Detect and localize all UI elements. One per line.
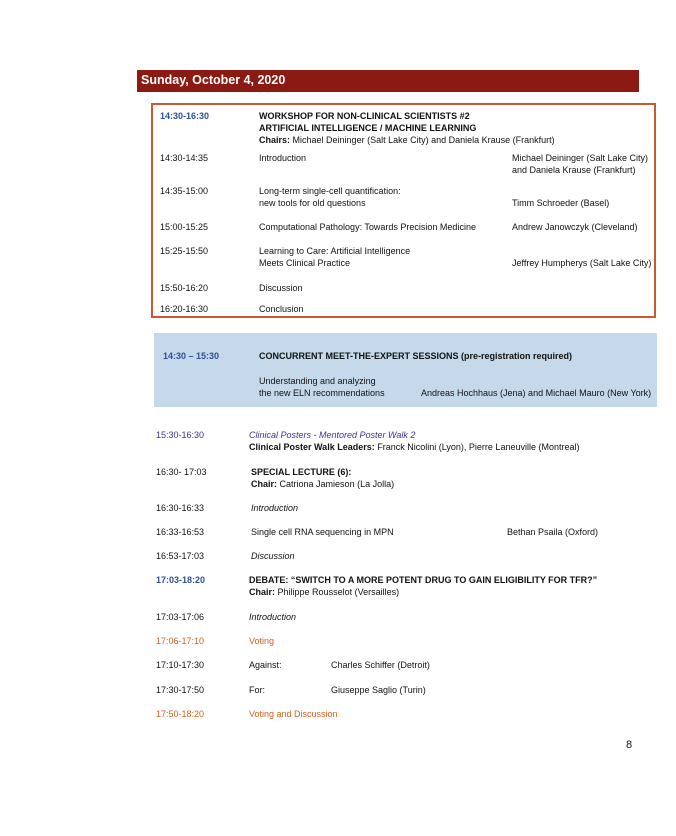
debate-item-time: 17:30-17:50 [156,685,205,695]
workshop-chairs [259,135,555,145]
lecture-item-title: Introduction [251,503,299,513]
workshop-item-time: 14:30-14:35 [160,153,209,163]
workshop-item-time: 16:20-16:30 [160,304,209,314]
lecture-item-time: 16:30-16:33 [156,503,205,513]
meet-topic: Understanding and analyzing [259,376,376,386]
workshop-item-title-2: Meets Clinical Practice [259,258,351,268]
workshop-item-speaker: Michael Deininger (Salt Lake City) [512,153,649,163]
workshop-item-title: Learning to Care: Artificial Intelligence [259,246,411,256]
meet-speakers: Andreas Hochhaus (Jena) and Michael Mauro (New York) [421,388,652,398]
lecture-chair [251,479,394,489]
debate-item-title: Introduction [249,612,297,622]
lecture-item-title: Discussion [251,551,295,561]
workshop-item-speaker: Andrew Janowczyk (Cleveland) [512,222,638,232]
posters-time: 15:30-16:30 [156,430,205,440]
day-header-banner [137,70,639,92]
posters-leaders [249,442,579,452]
workshop-title-line1: WORKSHOP FOR NON-CLINICAL SCIENTISTS #2 [259,111,470,121]
workshop-item-time: 15:50-16:20 [160,283,209,293]
workshop-title-line2: ARTIFICIAL INTELLIGENCE / MACHINE LEARNING [259,123,477,133]
debate-item-speaker: Giuseppe Saglio (Turin) [331,685,426,695]
workshop-item-time: 15:00-15:25 [160,222,209,232]
debate-item-time: 17:50-18:20 [156,709,205,719]
debate-item-time: 17:03-17:06 [156,612,205,622]
workshop-item-speaker-2: and Daniela Krause (Frankfurt) [512,165,636,175]
lecture-item-speaker: Bethan Psaila (Oxford) [507,527,599,537]
workshop-chairs-names: Michael Deininger (Salt Lake City) and Daniela Krause (Frankfurt) [292,135,555,145]
workshop-item-speaker: Timm Schroeder (Basel) [512,198,610,208]
lecture-chair-name: Catriona Jamieson (La Jolla) [279,479,395,489]
debate-item-title: Voting [249,636,275,646]
debate-item-speaker: Charles Schiffer (Detroit) [331,660,430,670]
lecture-item-time: 16:53-17:03 [156,551,205,561]
debate-title: DEBATE: “SWITCH TO A MORE POTENT DRUG TO GAIN ELIGIBILITY FOR TFR?” [249,575,598,585]
debate-item-time: 17:10-17:30 [156,660,205,670]
lecture-item-time: 16:33-16:53 [156,527,205,537]
workshop-item-title: Computational Pathology: Towards Precision Medicine [259,222,476,232]
workshop-item-speaker: Jeffrey Humpherys (Salt Lake City) [512,258,652,268]
workshop-item-title: Long-term single-cell quantification: [259,186,401,196]
meet-title: CONCURRENT MEET-THE-EXPERT SESSIONS (pre-registration required) [259,351,573,361]
workshop-item-title: Conclusion [259,304,304,314]
debate-chair-label: Chair: [249,587,276,597]
workshop-item-time: 15:25-15:50 [160,246,209,256]
workshop-item-title: Introduction [259,153,307,163]
debate-chair-name: Philippe Rousselot (Versailles) [277,587,400,597]
workshop-time: 14:30-16:30 [160,111,210,121]
page-number: 8 [626,739,633,751]
debate-item-title: Voting and Discussion [249,709,338,719]
workshop-item-time: 14:35-15:00 [160,186,209,196]
lecture-chair-label: Chair: [251,479,278,489]
workshop-chairs-label: Chairs: [259,135,291,145]
debate-item-role: For: [249,685,266,695]
lecture-time: 16:30- 17:03 [156,467,207,477]
debate-time: 17:03-18:20 [156,575,206,585]
posters-title: Clinical Posters - Mentored Poster Walk 2 [249,430,416,440]
meet-topic-2: the new ELN recommendations [259,388,385,398]
debate-item-time: 17:06-17:10 [156,636,205,646]
posters-leaders-names: Franck Nicolini (Lyon), Pierre Laneuville (Montreal) [377,442,580,452]
lecture-title: SPECIAL LECTURE (6): [251,467,352,477]
lecture-item-title: Single cell RNA sequencing in MPN [251,527,394,537]
debate-item-role: Against: [249,660,282,670]
meet-time: 14:30 – 15:30 [163,351,220,361]
posters-leaders-label: Clinical Poster Walk Leaders: [249,442,375,452]
debate-chair [249,587,399,597]
workshop-item-title-2: new tools for old questions [259,198,366,208]
day-header: Sunday, October 4, 2020 [141,73,286,87]
workshop-item-title: Discussion [259,283,303,293]
